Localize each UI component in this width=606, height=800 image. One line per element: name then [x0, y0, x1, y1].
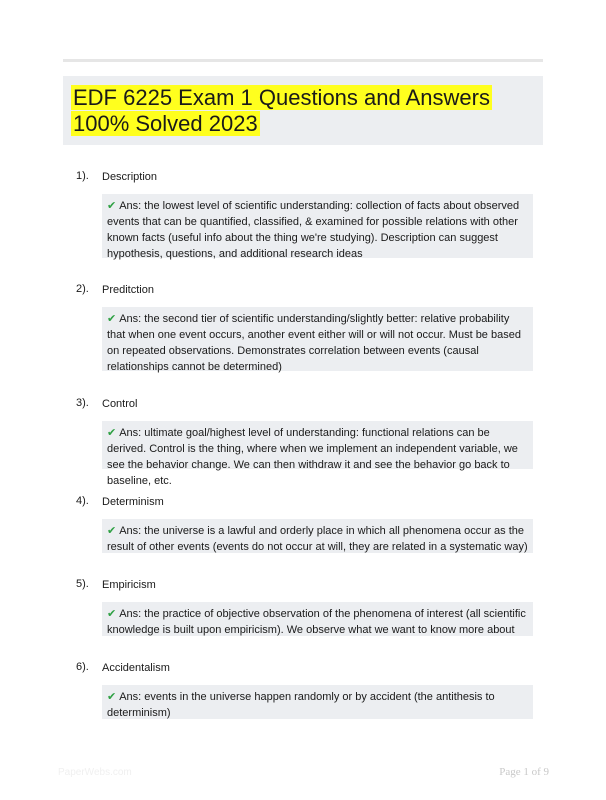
answer-box	[102, 307, 533, 371]
question-number: 4).	[76, 495, 89, 507]
footer-watermark: PaperWebs.com	[58, 767, 132, 778]
answer-text: Ans: the practice of objective observation of the phenomena of interest (all scientific knowledge is built upon empiricism). We observe what we want to know more about	[107, 608, 526, 636]
question-number: 1).	[76, 170, 89, 182]
answer-text: Ans: the universe is a lawful and orderly place in which all phenomena occur as the result of other events (events do not occur at will, they are related in a systematic way)	[107, 525, 528, 553]
title-banner	[63, 76, 543, 145]
check-icon: ✔	[107, 524, 117, 537]
question-number: 5).	[76, 578, 89, 590]
question-number: 6).	[76, 661, 89, 673]
check-icon: ✔	[107, 199, 117, 212]
page-title-text: EDF 6225 Exam 1 Questions and Answers 100% Solved 2023	[73, 85, 490, 136]
page-title	[71, 85, 536, 137]
answer-text: Ans: the lowest level of scientific understanding: collection of facts about observed events that can be quantified, classified, & examined for possible relations with other known facts (useful info about the thing we're studying). Description can suggest hypothesis, questions, and additional research ideas	[107, 200, 520, 260]
question-number: 3).	[76, 397, 89, 409]
answer-box	[102, 194, 533, 258]
question-term: Description	[102, 171, 158, 183]
check-icon: ✔	[107, 607, 117, 620]
answer-text: Ans: the second tier of scientific understanding/slightly better: relative probability that when one event occurs, another event either will or will not occur. Must be based on repeated observations. Demonstrates correlation between events (causal relationships cannot be determined)	[107, 313, 521, 373]
question-term: Preditction	[102, 284, 154, 296]
answer-box	[102, 602, 533, 636]
answer-text: Ans: ultimate goal/highest level of understanding: functional relations can be derived. Control is the thing, where when we implement an independent variable, we see the behavior change. We can then withdraw it and see the behavior go back to baseline, etc.	[107, 427, 518, 487]
answer-box	[102, 685, 533, 719]
question-term: Empiricism	[102, 579, 156, 591]
check-icon: ✔	[107, 312, 117, 325]
answer-text: Ans: events in the universe happen randomly or by accident (the antithesis to determinism)	[107, 691, 495, 719]
question-term: Control	[102, 398, 138, 410]
page-number: Page 1 of 9	[499, 766, 549, 778]
question-number: 2).	[76, 283, 89, 295]
question-term: Accidentalism	[102, 662, 170, 674]
check-icon: ✔	[107, 426, 117, 439]
check-icon: ✔	[107, 690, 117, 703]
question-term: Determinism	[102, 496, 164, 508]
answer-box	[102, 519, 533, 553]
top-divider	[63, 59, 543, 62]
answer-box	[102, 421, 533, 487]
